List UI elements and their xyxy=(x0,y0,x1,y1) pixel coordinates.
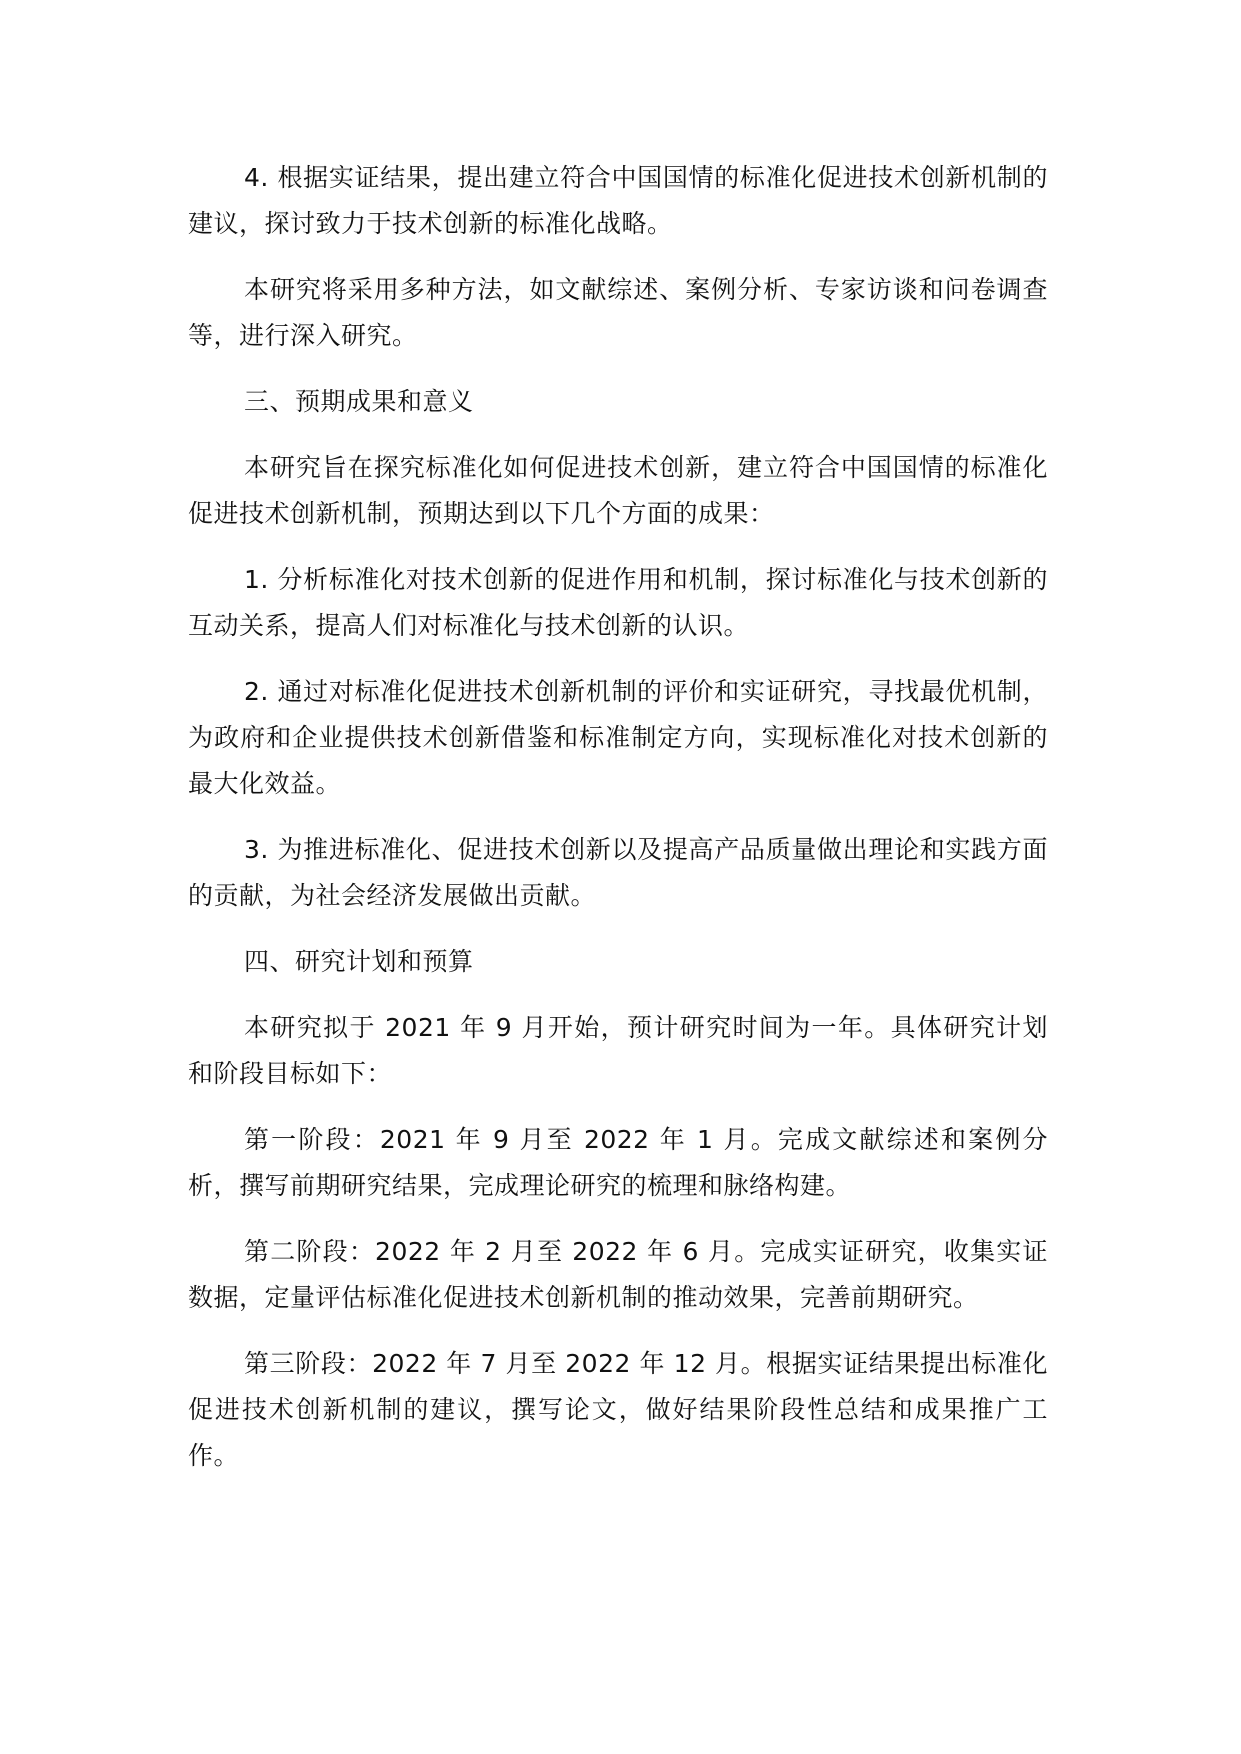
paragraph-result-2: 2. 通过对标准化促进技术创新机制的评价和实证研究，寻找最优机制，为政府和企业提供技术创新借鉴和标准制定方向，实现标准化对技术创新的最大化效益。 xyxy=(188,677,1048,798)
section-heading-expected-results: 三、预期成果和意义 xyxy=(244,387,474,416)
section-heading-plan-budget: 四、研究计划和预算 xyxy=(244,947,474,976)
paragraph-phase-1: 第一阶段：2021 年 9 月至 2022 年 1 月。完成文献综述和案例分析，撰写前期研究结果，完成理论研究的梳理和脉络构建。 xyxy=(188,1125,1048,1200)
paragraph-expected-results-intro: 本研究旨在探究标准化如何促进技术创新，建立符合中国国情的标准化促进技术创新机制，预期达到以下几个方面的成果： xyxy=(188,453,1048,528)
paragraph-item-4: 4. 根据实证结果，提出建立符合中国国情的标准化促进技术创新机制的建议，探讨致力于技术创新的标准化战略。 xyxy=(188,163,1048,238)
paragraph-result-3: 3. 为推进标准化、促进技术创新以及提高产品质量做出理论和实践方面的贡献，为社会经济发展做出贡献。 xyxy=(188,835,1048,910)
paragraph-phase-2: 第二阶段：2022 年 2 月至 2022 年 6 月。完成实证研究，收集实证数据，定量评估标准化促进技术创新机制的推动效果，完善前期研究。 xyxy=(188,1237,1048,1312)
paragraph-result-1: 1. 分析标准化对技术创新的促进作用和机制，探讨标准化与技术创新的互动关系，提高人们对标准化与技术创新的认识。 xyxy=(188,565,1048,640)
document-body xyxy=(188,155,1048,1499)
paragraph-plan-intro: 本研究拟于 2021 年 9 月开始，预计研究时间为一年。具体研究计划和阶段目标如下： xyxy=(188,1013,1048,1088)
paragraph-methods: 本研究将采用多种方法，如文献综述、案例分析、专家访谈和问卷调查等，进行深入研究。 xyxy=(188,275,1048,350)
paragraph-phase-3: 第三阶段：2022 年 7 月至 2022 年 12 月。根据实证结果提出标准化促进技术创新机制的建议，撰写论文，做好结果阶段性总结和成果推广工作。 xyxy=(188,1349,1048,1470)
